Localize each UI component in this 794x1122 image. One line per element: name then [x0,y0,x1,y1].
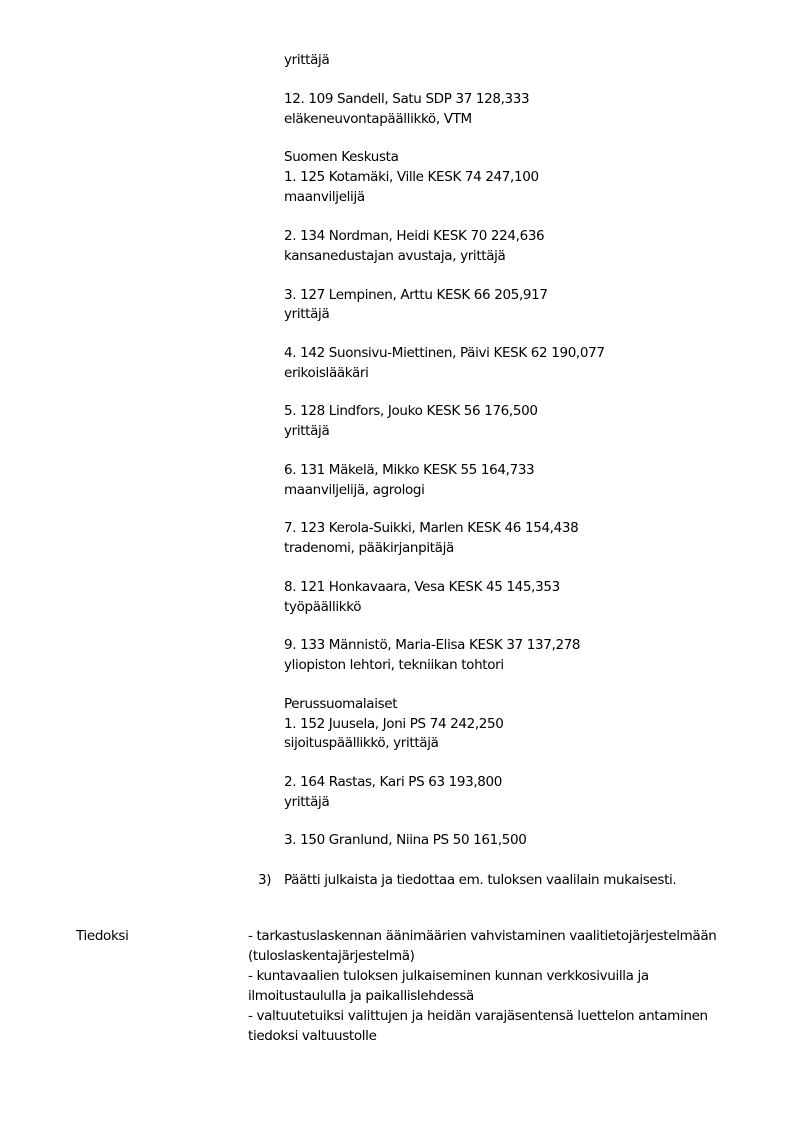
text-line: 3. 150 Granlund, Niina PS 50 161,500 [284,832,527,848]
text-line: maanviljelijä [284,189,365,205]
decision-text: Päätti julkaista ja tiedottaa em. tuloksen vaalilain mukaisesti. [284,872,677,888]
text-line: 5. 128 Lindfors, Jouko KESK 56 176,500 [284,403,538,419]
text-line: maanviljelijä, agrologi [284,482,425,498]
text-line: yrittäjä [284,423,330,439]
text-line: työpäällikkö [284,599,362,615]
tiedoksi-list [248,926,728,1046]
text-line: yrittäjä [284,794,330,810]
party-heading: Suomen Keskusta [284,149,399,165]
text-line: sijoituspäällikkö, yrittäjä [284,735,439,751]
text-line: kansanedustajan avustaja, yrittäjä [284,248,506,264]
text-line: 1. 152 Juusela, Joni PS 74 242,250 [284,716,504,732]
tiedoksi-line: (tuloslaskentajärjestelmä) [248,948,415,964]
text-line: yrittäjä [284,52,330,68]
text-line: yliopiston lehtori, tekniikan tohtori [284,657,504,673]
text-line: 7. 123 Kerola-Suikki, Marlen KESK 46 154,438 [284,520,579,536]
text-line: 2. 164 Rastas, Kari PS 63 193,800 [284,774,503,790]
text-line: erikoislääkäri [284,365,369,381]
party-heading: Perussuomalaiset [284,696,398,712]
text-line: 6. 131 Mäkelä, Mikko KESK 55 164,733 [284,462,535,478]
tiedoksi-label: Tiedoksi [76,928,129,944]
text-line: tradenomi, pääkirjanpitäjä [284,540,454,556]
text-line: eläkeneuvontapäällikkö, VTM [284,111,472,127]
text-line: 8. 121 Honkavaara, Vesa KESK 45 145,353 [284,579,560,595]
text-line: 12. 109 Sandell, Satu SDP 37 128,333 [284,91,530,107]
text-line: 4. 142 Suonsivu-Miettinen, Päivi KESK 62 190,077 [284,345,605,361]
text-line: yrittäjä [284,306,330,322]
text-line: 3. 127 Lempinen, Arttu KESK 66 205,917 [284,287,548,303]
tiedoksi-line: ilmoitustaululla ja paikallislehdessä [248,988,474,1004]
tiedoksi-line: tiedoksi valtuustolle [248,1028,377,1044]
text-line: 1. 125 Kotamäki, Ville KESK 74 247,100 [284,169,539,185]
tiedoksi-line: - tarkastuslaskennan äänimäärien vahvistaminen vaalitietojärjestelmään [248,928,717,944]
text-line: 2. 134 Nordman, Heidi KESK 70 224,636 [284,228,545,244]
decision-number: 3) [258,872,272,888]
tiedoksi-line: - kuntavaalien tuloksen julkaiseminen kunnan verkkosivuilla ja [248,968,649,984]
text-line: 9. 133 Männistö, Maria-Elisa KESK 37 137,278 [284,637,581,653]
tiedoksi-line: - valtuutetuiksi valittujen ja heidän varajäsentensä luettelon antaminen [248,1008,708,1024]
